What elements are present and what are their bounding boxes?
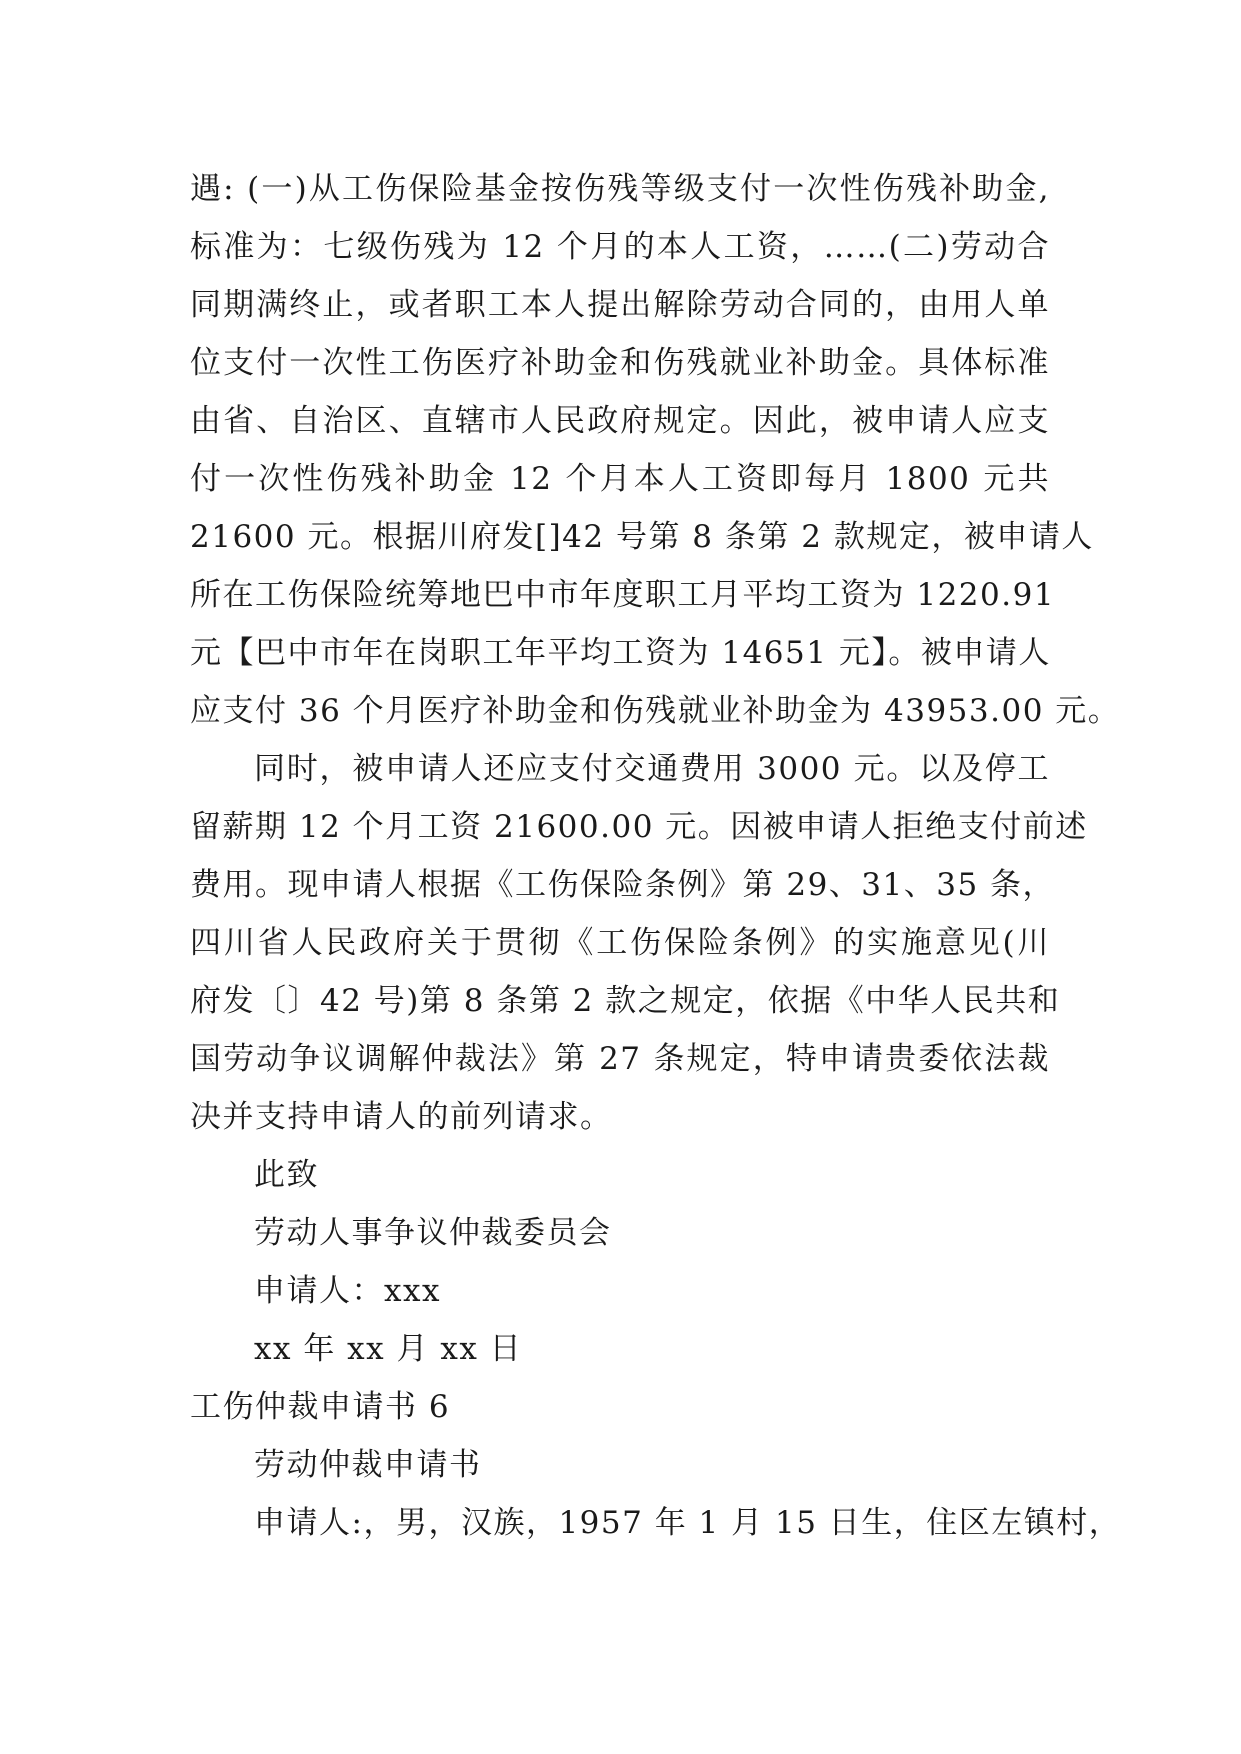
document-title: 劳动仲裁申请书 bbox=[254, 1447, 482, 1483]
text-line: 由省、自治区、直辖市人民政府规定。因此，被申请人应支 bbox=[190, 403, 1050, 439]
text-line: 遇: (一)从工伤保险基金按伤残等级支付一次性伤残补助金, bbox=[190, 171, 1050, 207]
text-line: 应支付 36 个月医疗补助金和伤残就业补助金为 43953.00 元。 bbox=[190, 693, 1121, 729]
paragraph-compensation-standards bbox=[190, 160, 1121, 740]
document-body bbox=[190, 160, 1122, 1552]
next-section bbox=[190, 1378, 1122, 1552]
text-line: 费用。现申请人根据《工伤保险条例》第 29、31、35 条， bbox=[190, 867, 1056, 903]
text-line: 同时，被申请人还应支付交通费用 3000 元。以及停工 bbox=[254, 751, 1050, 787]
text-line: 21600 元。根据川府发[]42 号第 8 条第 2 款规定，被申请人 bbox=[190, 519, 1094, 555]
text-line: 位支付一次性工伤医疗补助金和伤残就业补助金。具体标准 bbox=[190, 345, 1050, 381]
text-line: 留薪期 12 个月工资 21600.00 元。因被申请人拒绝支付前述 bbox=[190, 809, 1088, 845]
recipient: 劳动人事争议仲裁委员会 bbox=[254, 1215, 612, 1251]
text-line: 元【巴中市年在岗职工年平均工资为 14651 元】。被申请人 bbox=[190, 635, 1051, 671]
salutation: 此致 bbox=[254, 1157, 319, 1193]
text-line: 付一次性伤残补助金 12 个月本人工资即每月 1800 元共 bbox=[190, 461, 1050, 497]
date: xx 年 xx 月 xx 日 bbox=[254, 1331, 523, 1367]
text-line: 决并支持申请人的前列请求。 bbox=[190, 1099, 613, 1135]
text-line: 申请人:，男，汉族，1957 年 1 月 15 日生，住区左镇村， bbox=[254, 1505, 1122, 1541]
text-line: 所在工伤保险统筹地巴中市年度职工月平均工资为 1220.91 bbox=[190, 577, 1056, 613]
applicant-signature: 申请人：xxx bbox=[254, 1273, 441, 1309]
text-line: 同期满终止，或者职工本人提出解除劳动合同的，由用人单 bbox=[190, 287, 1050, 323]
paragraph-claims-basis bbox=[190, 740, 1088, 1146]
section-heading: 工伤仲裁申请书 6 bbox=[190, 1389, 451, 1425]
text-line: 四川省人民政府关于贯彻《工伤保险条例》的实施意见(川 bbox=[190, 925, 1050, 961]
text-line: 标准为：七级伤残为 12 个月的本人工资，……(二)劳动合 bbox=[190, 229, 1050, 265]
text-line: 府发〔〕42 号)第 8 条第 2 款之规定，依据《中华人民共和 bbox=[190, 983, 1061, 1019]
text-line: 国劳动争议调解仲裁法》第 27 条规定，特申请贵委依法裁 bbox=[190, 1041, 1050, 1077]
closing-block bbox=[190, 1146, 1050, 1378]
